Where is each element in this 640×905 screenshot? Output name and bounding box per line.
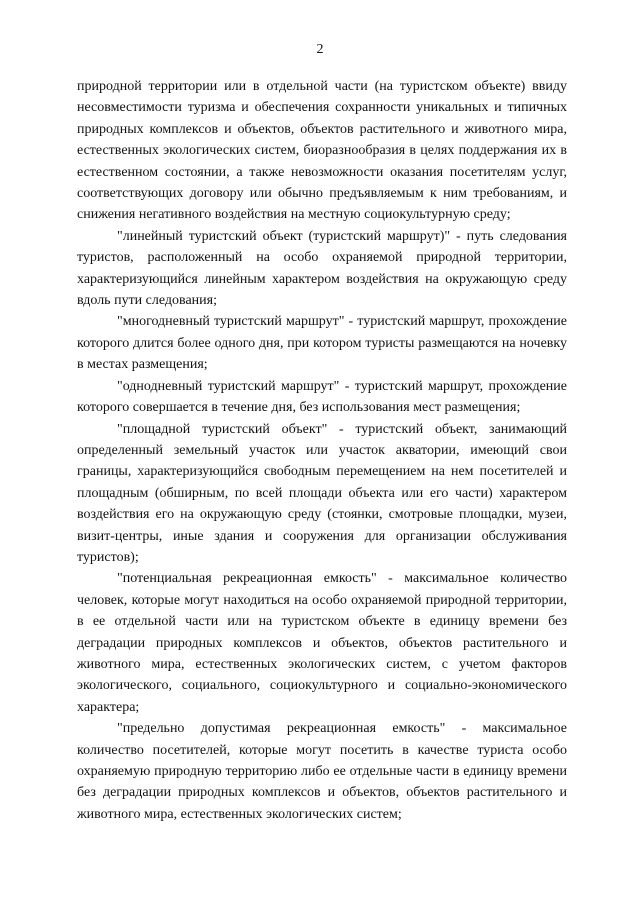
- paragraph-linear-tourist-object: "линейный туристский объект (туристский маршрут)" - путь следования туристов, расположенный на особо охраняемой природной территории, характеризующийся линейным характером воздействия на окружающую среду вдоль пути следования;: [77, 228, 567, 309]
- page-number: 2: [316, 42, 324, 57]
- paragraph-max-permissible-capacity: "предельно допустимая рекреационная емкость" - максимальное количество посетителей, которые могут посетить в качестве туриста особо охраняемую природную территорию либо ее отдельные части в единицу времени без деградации природных комплексов и объектов, объектов растительного и животного мира, естественных экологических систем;: [77, 721, 567, 822]
- paragraph-one-day-route: "однодневный туристский маршрут" - туристский маршрут, прохождение которого совершается в течение дня, без использования мест размещения;: [77, 378, 567, 416]
- paragraph-potential-capacity: "потенциальная рекреационная емкость" - максимальное количество человек, которые могут находиться на особо охраняемой природной территории, в ее отдельной части или на туристском объекте в единицу времени без деградации природных комплексов и объектов, объектов растительного и животного мира, естественных экологических систем, с учетом факторов экологического, социального, социокультурного и социально-экономического характера;: [77, 571, 567, 715]
- paragraph-multiday-route: "многодневный туристский маршрут" - туристский маршрут, прохождение которого длится более одного дня, при котором туристы размещаются на ночевку в местах размещения;: [77, 314, 567, 373]
- document-body: [77, 76, 567, 825]
- paragraph-area-tourist-object: "площадной туристский объект" - туристский объект, занимающий определенный земельный участок или участок акватории, имеющий свои границы, характеризующийся свободным перемещением на нем посетителей и площадным (обширным, по всей площади объекта или его части) характером воздействия его на окружающую среду (стоянки, смотровые площадки, музеи, визит-центры, иные здания и сооружения для организации обслуживания туристов);: [77, 421, 567, 565]
- paragraph-continuation: природной территории или в отдельной части (на туристском объекте) ввиду несовместимости туризма и обеспечения сохранности уникальных и типичных природных комплексов и объектов, объектов растительного и животного мира, естественных экологических систем, биоразнообразия в целях поддержания их в естественном состоянии, а также невозможности оказания посетителям услуг, соответствующих договору или обычно предъявляемым к ним требованиям, и снижения негативного воздействия на местную социокультурную среду;: [77, 79, 567, 223]
